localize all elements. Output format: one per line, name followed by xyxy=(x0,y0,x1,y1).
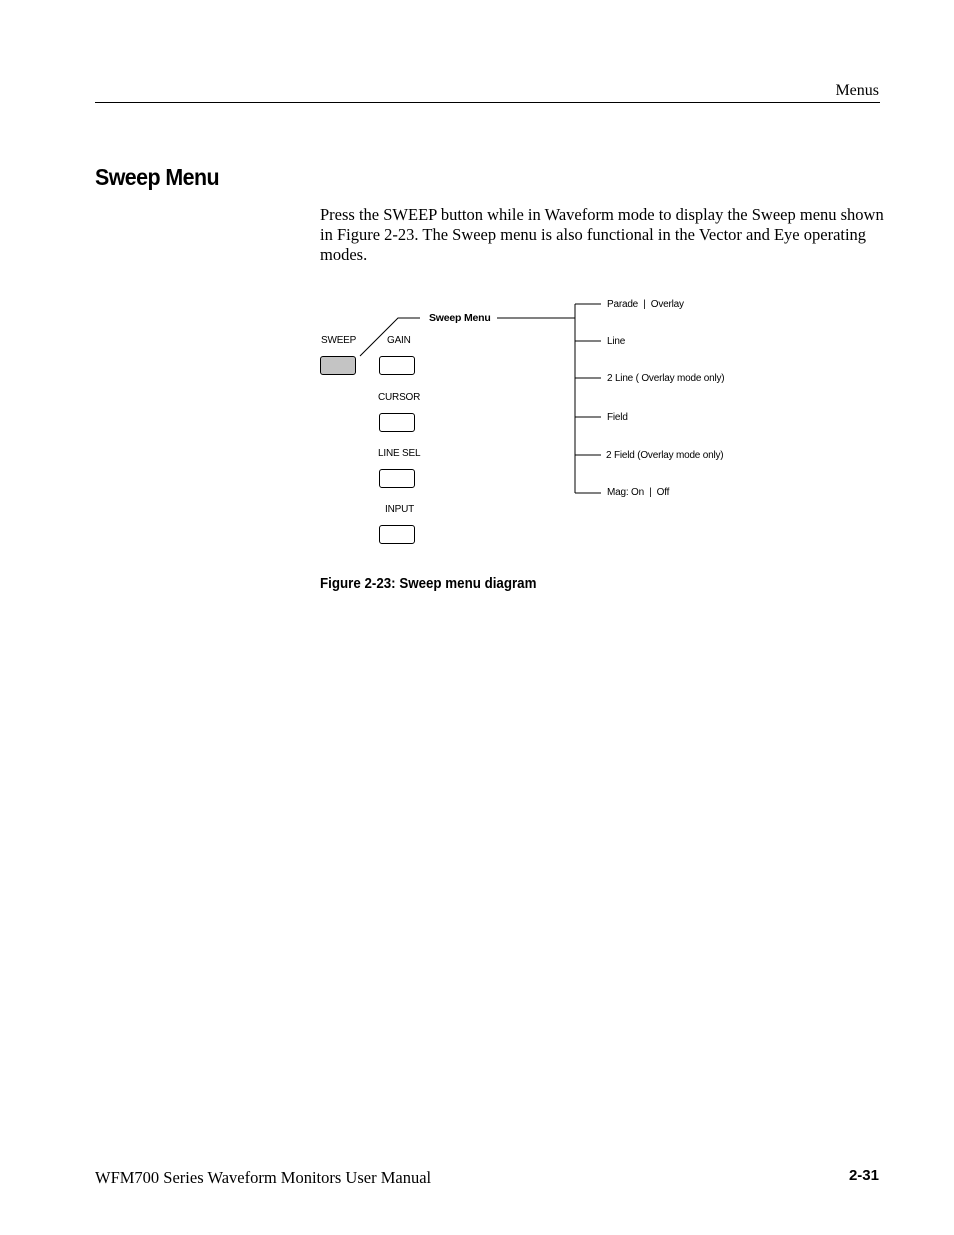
menu-item-2-line: 2 Line ( Overlay mode only) xyxy=(607,373,725,384)
line-sel-button[interactable] xyxy=(379,469,415,488)
line-sel-label: LINE SEL xyxy=(378,448,421,459)
section-title: Sweep Menu xyxy=(95,164,219,190)
menu-item-field: Field xyxy=(607,412,628,423)
cursor-button[interactable] xyxy=(379,413,415,432)
footer-manual-title: WFM700 Series Waveform Monitors User Manual xyxy=(95,1168,432,1187)
running-header: Menus xyxy=(835,82,879,99)
body-paragraph: Press the SWEEP button while in Waveform mode to display the Sweep menu shown in Figure 2-23. The Sweep menu is also functional in the Vector and Eye operating modes. xyxy=(320,205,884,264)
page-number: 2-31 xyxy=(848,1167,879,1184)
gain-button[interactable] xyxy=(379,356,415,375)
diagram-lines xyxy=(0,0,954,600)
sweep-button[interactable] xyxy=(320,356,356,375)
menu-item-line: Line xyxy=(607,336,626,347)
figure-caption: Figure 2-23: Sweep menu diagram xyxy=(320,576,537,592)
gain-label: GAIN xyxy=(387,335,411,346)
menu-item-2-field: 2 Field (Overlay mode only) xyxy=(606,450,724,461)
sweep-label: SWEEP xyxy=(321,335,357,346)
menu-item-mag: Mag: On | Off xyxy=(607,487,670,498)
menu-item-parade-overlay: Parade | Overlay xyxy=(607,299,684,310)
cursor-label: CURSOR xyxy=(378,392,421,403)
input-button[interactable] xyxy=(379,525,415,544)
input-label: INPUT xyxy=(385,504,415,515)
sweep-menu-title: Sweep Menu xyxy=(429,312,491,324)
